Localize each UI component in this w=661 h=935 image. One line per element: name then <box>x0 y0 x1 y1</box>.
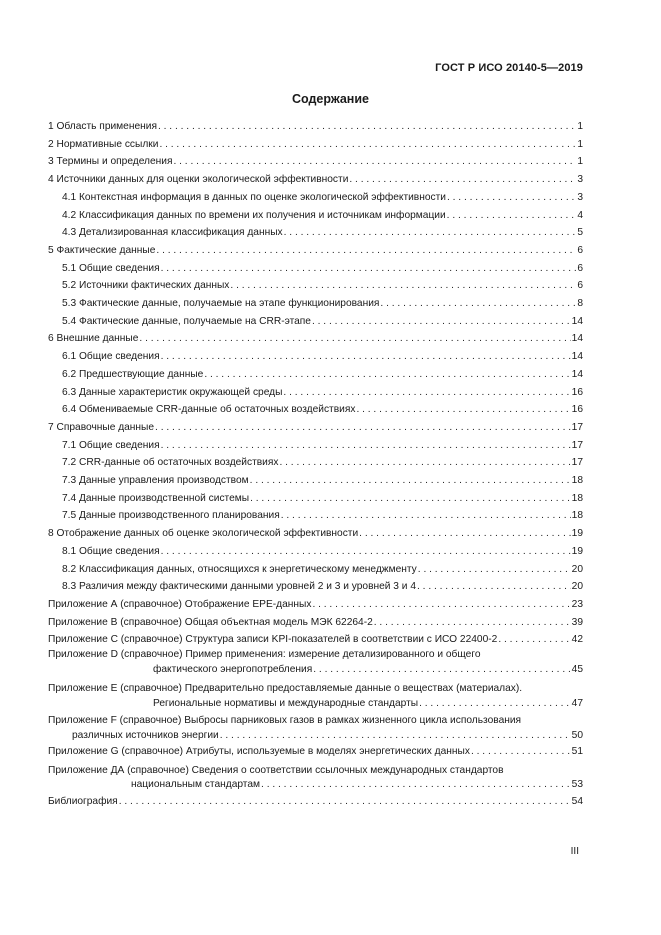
toc-entry[interactable]: различных источников энергии . . . 50 <box>72 729 583 743</box>
toc-entry[interactable]: 5.1 Общие сведения . . . 6 <box>62 262 583 276</box>
toc-entry-line1[interactable]: Приложение D (справочное) Пример применения: измерение детализированного и общего <box>48 649 481 660</box>
page-number: III <box>570 846 579 857</box>
document-code: ГОСТ Р ИСО 20140-5—2019 <box>435 62 583 74</box>
toc-entry[interactable]: 6.4 Обмениваемые CRR-данные об остаточных воздействиях . . . 16 <box>62 403 583 417</box>
toc-entry[interactable]: 5.4 Фактические данные, получаемые на CRR-этапе . . . 14 <box>62 315 583 329</box>
toc-entry[interactable]: фактического энергопотребления . . . 45 <box>153 663 583 677</box>
toc-entry[interactable]: 7.3 Данные управления производством . . . 18 <box>62 474 583 488</box>
toc-entry[interactable]: 8.1 Общие сведения . . . 19 <box>62 545 583 559</box>
toc-entry[interactable]: Приложение С (справочное) Структура записи KPI-показателей в соответствии с ИСО 22400-2 . . . 42 <box>48 633 583 647</box>
toc-entry[interactable]: 3 Термины и определения . . . 1 <box>48 155 583 169</box>
toc-entry[interactable]: Региональные нормативы и международные стандарты . . . 47 <box>153 697 583 711</box>
toc-entry[interactable]: 5.2 Источники фактических данных . . . 6 <box>62 279 583 293</box>
toc-entry[interactable]: 5 Фактические данные . . . 6 <box>48 244 583 258</box>
toc-entry[interactable]: 6 Внешние данные . . . 14 <box>48 332 583 346</box>
toc-entry-line1[interactable]: Приложение ДА (справочное) Сведения о соответствии ссылочных международных стандартов <box>48 765 504 776</box>
toc-entry[interactable]: Приложение В (справочное) Общая объектная модель МЭК 62264-2 . . . 39 <box>48 616 583 630</box>
toc-entry[interactable]: 6.1 Общие сведения . . . 14 <box>62 350 583 364</box>
toc-entry[interactable]: национальным стандартам . . . 53 <box>131 778 583 792</box>
toc-entry[interactable]: 7.5 Данные производственного планирования . . . 18 <box>62 509 583 523</box>
toc-entry[interactable]: 4.1 Контекстная информация в данных по оценке экологической эффективности . . . 3 <box>62 191 583 205</box>
toc-entry[interactable]: 2 Нормативные ссылки . . . 1 <box>48 138 583 152</box>
toc-entry-bibliography[interactable]: Библиография . . . 54 <box>48 795 583 809</box>
toc-entry[interactable]: 5.3 Фактические данные, получаемые на этапе функционирования . . . 8 <box>62 297 583 311</box>
toc-entry[interactable]: 8 Отображение данных об оценке экологической эффективности . . . 19 <box>48 527 583 541</box>
toc-entry[interactable]: 4 Источники данных для оценки экологической эффективности . . . 3 <box>48 173 583 187</box>
toc-entry[interactable]: 8.3 Различия между фактическими данными уровней 2 и 3 и уровней 3 и 4 . . . 20 <box>62 580 583 594</box>
toc-entry[interactable]: 8.2 Классификация данных, относящихся к энергетическому менеджменту . . . 20 <box>62 563 583 577</box>
toc-entry[interactable]: 1 Область применения . . . 1 <box>48 120 583 134</box>
toc-entry[interactable]: 4.2 Классификация данных по времени их получения и источникам информации . . . 4 <box>62 209 583 223</box>
toc-entry[interactable]: 4.3 Детализированная классификация данных . . . 5 <box>62 226 583 240</box>
toc-entry[interactable]: Приложение G (справочное) Атрибуты, используемые в моделях энергетических данных . . . 51 <box>48 745 583 759</box>
toc-entry[interactable]: 7.1 Общие сведения . . . 17 <box>62 439 583 453</box>
toc-entry[interactable]: 6.2 Предшествующие данные . . . 14 <box>62 368 583 382</box>
toc-entry[interactable]: 7 Справочные данные . . . 17 <box>48 421 583 435</box>
page-title: Содержание <box>291 92 369 106</box>
toc-entry-line1[interactable]: Приложение E (справочное) Предварительно предоставляемые данные о веществах (материалах). <box>48 683 523 694</box>
toc-entry[interactable]: 7.4 Данные производственной системы . . . 18 <box>62 492 583 506</box>
toc-entry-line1[interactable]: Приложение F (справочное) Выбросы парниковых газов в рамках жизненного цикла использования <box>48 715 522 726</box>
toc-entry[interactable]: 6.3 Данные характеристик окружающей среды . . . 16 <box>62 386 583 400</box>
toc-entry[interactable]: 7.2 CRR-данные об остаточных воздействиях . . . 17 <box>62 456 583 470</box>
toc-entry[interactable]: Приложение А (справочное) Отображение EPE-данных . . . 23 <box>48 598 583 612</box>
